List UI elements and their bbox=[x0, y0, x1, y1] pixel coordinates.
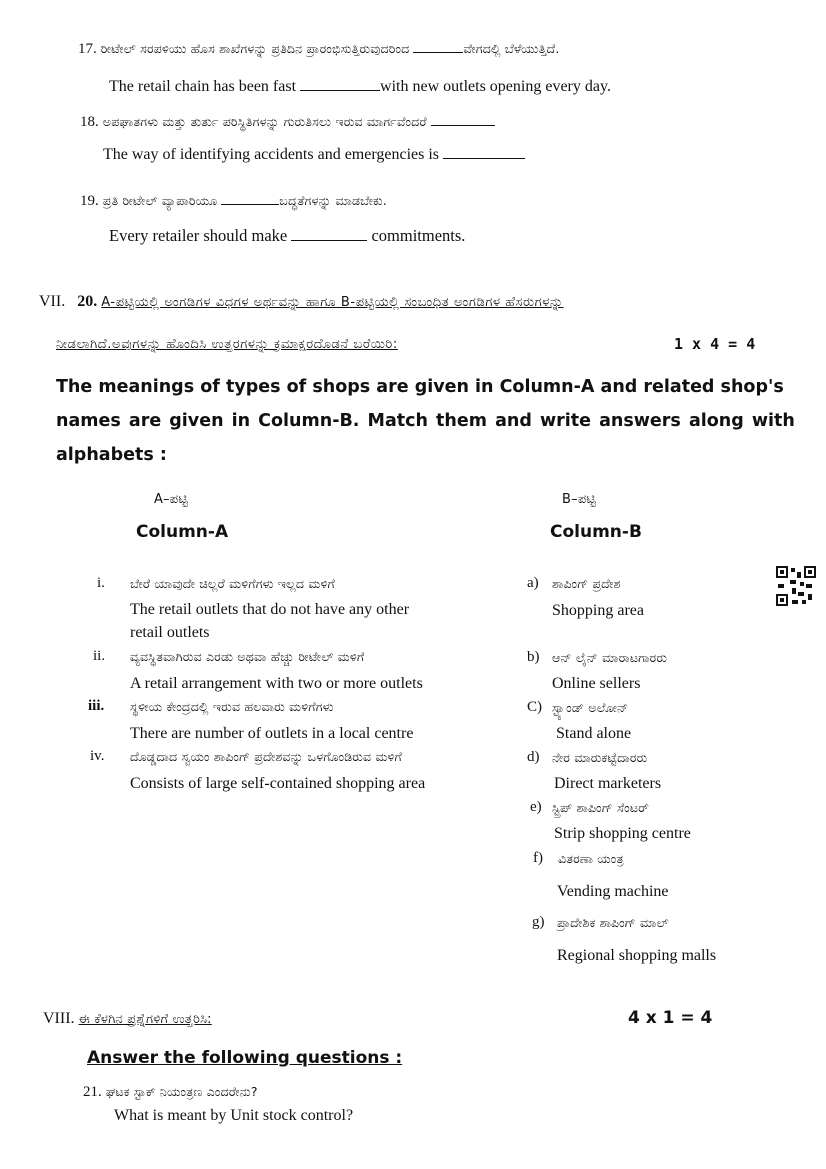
question-text: The way of identifying accidents and emergencies is bbox=[103, 146, 440, 163]
column-b-item-kannada: ಪ್ರಾದೇಶಿಕ ಶಾಪಿಂಗ್ ಮಾಲ್ bbox=[557, 915, 669, 930]
column-a-item-english-cont: retail outlets bbox=[130, 624, 210, 641]
column-b-item-letter: e) bbox=[530, 799, 542, 815]
column-b-title-kannada: B–ಪಟ್ಟಿ bbox=[562, 492, 596, 507]
column-b-item-english: Stand alone bbox=[556, 725, 632, 742]
column-b-item-english: Shopping area bbox=[552, 602, 644, 619]
section-7-heading-kannada bbox=[39, 293, 564, 311]
column-b-item-kannada: ಆನ್ ಲೈನ್ ಮಾರಾಟಗಾರರು bbox=[552, 650, 668, 665]
instruction-english-line1: The meanings of types of shops are given in Column-A and related shop's bbox=[56, 377, 784, 397]
column-b-item-english: Online sellers bbox=[552, 675, 641, 692]
question-17-english bbox=[109, 78, 611, 96]
section-roman-number: VIII. bbox=[43, 1010, 75, 1027]
answer-blank bbox=[413, 40, 463, 53]
column-a-item-english: A retail arrangement with two or more outlets bbox=[130, 675, 423, 692]
question-number: 20. bbox=[77, 293, 98, 310]
column-b-item-kannada: ಶಾಪಿಂಗ್ ಪ್ರದೇಶ bbox=[552, 576, 621, 591]
question-text-kannada: ವೇಗದಲ್ಲಿ ಬೆಳೆಯುತ್ತಿದೆ. bbox=[463, 41, 560, 56]
marks-label: 4 x 1 = 4 bbox=[628, 1008, 713, 1028]
column-b-title: Column-B bbox=[550, 522, 642, 542]
column-a-title-kannada: A–ಪಟ್ಟಿ bbox=[154, 492, 188, 507]
instruction-kannada: ಈ ಕೆಳಗಿನ ಪ್ರಶ್ನೆಗಳಿಗೆ ಉತ್ತರಿಸಿ: bbox=[78, 1012, 212, 1027]
column-a-item-english: There are number of outlets in a local centre bbox=[130, 725, 414, 742]
instruction-english-line3: alphabets : bbox=[56, 445, 167, 465]
column-a-item-number: iii. bbox=[88, 698, 105, 714]
column-b-item-letter: d) bbox=[527, 749, 540, 765]
question-text: The retail chain has been fast bbox=[109, 78, 297, 95]
question-text: Every retailer should make bbox=[109, 226, 288, 245]
column-b-item-kannada: ನೇರ ಮಾರುಕಟ್ಟೆದಾರರು bbox=[552, 750, 648, 765]
question-21-english: What is meant by Unit stock control? bbox=[114, 1107, 354, 1124]
column-b-item-kannada: ಸ್ಟ್ರಿಪ್ ಶಾಪಿಂಗ್ ಸೆಂಟರ್ bbox=[552, 800, 650, 815]
question-number: 19. bbox=[80, 193, 99, 209]
column-b-item-letter: g) bbox=[532, 914, 545, 930]
question-text-kannada: ರೀಟೇಲ್ ಸರಪಳಿಯು ಹೊಸ ಶಾಖೆಗಳನ್ನು ಪ್ರತಿದಿನ ಪ್ರಾರಂಭಿಸುತ್ತಿರುವುದರಿಂದ bbox=[100, 41, 410, 56]
answer-blank bbox=[443, 146, 525, 159]
question-text-kannada: ಘಟಕ ಸ್ಟಾಕ್ ನಿಯಂತ್ರಣ ಎಂದರೇನು? bbox=[105, 1084, 258, 1099]
column-a-item-english: The retail outlets that do not have any other bbox=[130, 601, 410, 618]
question-text-kannada: ಪ್ರತಿ ರೀಟೇಲ್ ವ್ಯಾಪಾರಿಯೂ bbox=[102, 193, 218, 208]
question-number: 21. bbox=[83, 1084, 102, 1100]
column-a-item-number: ii. bbox=[93, 648, 106, 664]
column-b-item-english: Direct marketers bbox=[554, 775, 662, 792]
question-text-kannada: ಅಪಘಾತಗಳು ಮತ್ತು ತುರ್ತು ಪರಿಸ್ಥಿತಿಗಳನ್ನು ಗುರುತಿಸಲು ಇರುವ ಮಾರ್ಗವೆಂದರೆ bbox=[102, 114, 427, 129]
column-b-item-english: Regional shopping malls bbox=[557, 947, 717, 964]
question-text: with new outlets opening every day. bbox=[380, 78, 611, 95]
section-8-heading bbox=[43, 1010, 212, 1028]
question-19-kannada bbox=[80, 192, 387, 210]
instruction-kannada-line1: A-ಪಟ್ಟಿಯಲ್ಲಿ ಅಂಗಡಿಗಳ ವಿಧಗಳ ಅರ್ಥವನ್ನು ಹಾಗೂ B-ಪಟ್ಟಿಯಲ್ಲಿ ಸಂಬಂಧಿತ ಅಂಗಡಿಗಳ ಹೆಸರುಗಳನ್ನು bbox=[101, 295, 564, 310]
column-b-item-letter: a) bbox=[527, 575, 539, 591]
column-a-item-number: i. bbox=[97, 575, 105, 591]
question-number: 17. bbox=[78, 41, 97, 57]
column-a-item-kannada: ದೊಡ್ಡದಾದ ಸ್ವಯಂ ಶಾಪಿಂಗ್ ಪ್ರದೇಶವನ್ನು ಒಳಗೊಂಡಿರುವ ಮಳಿಗೆ bbox=[130, 749, 403, 764]
column-b-item-kannada: ವಿತರಣಾ ಯಂತ್ರ bbox=[558, 851, 624, 866]
column-b-item-kannada: ಸ್ಟ್ಯಾಂಡ್ ಅಲೋನ್ bbox=[552, 700, 629, 715]
instruction-english-line2: names are given in Column-B. Match them and write answers along with bbox=[56, 411, 795, 431]
column-b-item-english: Strip shopping centre bbox=[554, 825, 691, 842]
question-text-kannada: ಬದ್ಧತೆಗಳನ್ನು ಮಾಡಬೇಕು. bbox=[279, 193, 387, 208]
section-roman-number: VII. bbox=[39, 293, 66, 310]
question-number: 18. bbox=[80, 114, 99, 130]
column-a-item-number: iv. bbox=[90, 748, 105, 764]
column-a-item-kannada: ವ್ಯವಸ್ಥಿತವಾಗಿರುವ ಎರಡು ಅಥವಾ ಹೆಚ್ಚು ರೀಟೇಲ್ ಮಳಿಗೆ bbox=[130, 649, 365, 664]
question-19-english bbox=[109, 226, 465, 246]
column-a-item-kannada: ಸ್ಥಳೀಯ ಕೇಂದ್ರದಲ್ಲಿ ಇರುವ ಹಲವಾರು ಮಳಿಗೆಗಳು bbox=[130, 699, 334, 714]
column-a-item-kannada: ಬೇರೆ ಯಾವುದೇ ಚಿಲ್ಲರೆ ಮಳಿಗೆಗಳು ಇಲ್ಲದ ಮಳಿಗೆ bbox=[130, 576, 335, 591]
question-17-kannada bbox=[78, 40, 560, 58]
column-b-item-letter: b) bbox=[527, 649, 540, 665]
qr-code-icon bbox=[776, 566, 816, 606]
column-b-item-english: Vending machine bbox=[557, 883, 669, 900]
column-a-item-english: Consists of large self-contained shopping area bbox=[130, 775, 426, 792]
marks-label: 1 x 4 = 4 bbox=[674, 335, 756, 353]
instruction-english: Answer the following questions : bbox=[87, 1048, 403, 1068]
question-18-english bbox=[103, 146, 525, 164]
question-21-kannada bbox=[83, 1083, 258, 1101]
question-text: commitments. bbox=[371, 226, 466, 245]
answer-blank bbox=[431, 113, 495, 126]
answer-blank bbox=[221, 192, 279, 205]
column-b-item-letter: f) bbox=[533, 850, 543, 866]
instruction-kannada-line2: ನೀಡಲಾಗಿದೆ.ಅವುಗಳನ್ನು ಹೊಂದಿಸಿ ಉತ್ತರಗಳನ್ನು ಕ್ರಮಾಕ್ಷರದೊಡನೆ ಬರೆಯಿರಿ: bbox=[56, 337, 398, 352]
column-a-title: Column-A bbox=[136, 522, 229, 542]
column-b-item-letter: C) bbox=[527, 699, 542, 715]
answer-blank bbox=[291, 228, 367, 241]
question-18-kannada bbox=[80, 113, 495, 131]
answer-blank bbox=[300, 78, 380, 91]
